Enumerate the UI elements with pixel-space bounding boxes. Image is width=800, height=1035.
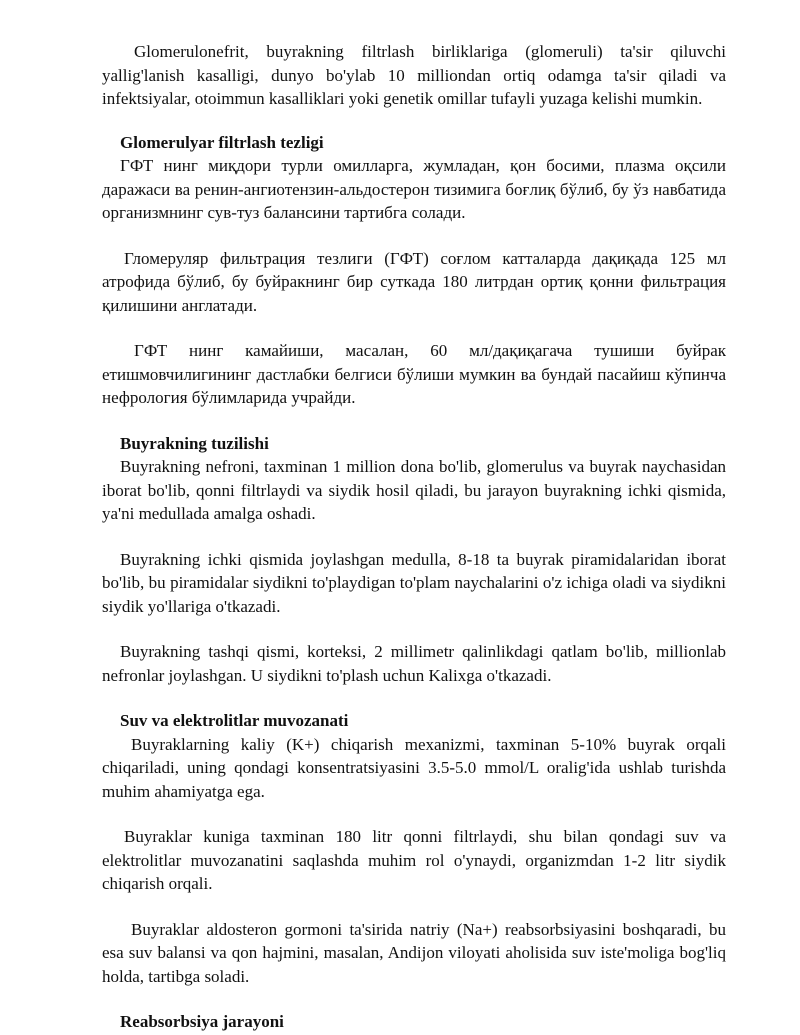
paragraph-glomerulonephritis: Glomerulonefrit, buyrakning filtrlash birliklariga (glomeruli) ta'sir qiluvchi yallig'lanish kasalligi, dunyo bo'ylab 10 milliondan ortiq odamga ta'sir qiladi va infektsiyalar, otoimmun kasalliklari yoki genetik omillar tufayli yuzaga kelishi mumkin.: [102, 42, 726, 108]
paragraph-aldosterone: Buyraklar aldosteron gormoni ta'sirida natriy (Na+) reabsorbsiyasini boshqaradi, bu esa suv balansi va qon hajmini, masalan, Andijon viloyati aholisida suv iste'moliga bog'liq holda, tartibga soladi.: [102, 919, 726, 986]
paragraph-filtration-volume: Buyraklar kuniga taxminan 180 litr qonni filtrlaydi, shu bilan qondagi suv va elektrolitlar muvozanatini saqlashda muhim rol o'ynaydi, organizmdan 1-2 litr siydik chiqarish orqali.: [102, 827, 726, 893]
paragraph-medulla: Buyrakning ichki qismida joylashgan medulla, 8-18 ta buyrak piramidalaridan iborat bo'lib, bu piramidalar siydikni to'playdigan to'plam naychalarini o'z ichiga oladi va siydikni siydik yo'llariga o'tkazadi.: [102, 549, 726, 616]
paragraph-nephron: Buyrakning nefroni, taxminan 1 million dona bo'lib, glomerulus va buyrak naychasidan iborat bo'lib, qonni filtrlaydi va siydik hosil qiladi, bu jarayon buyrakning ichki qismida, ya'ni medullada amalga oshadi.: [102, 457, 726, 523]
heading-water-electrolytes: Suv va elektrolitlar muvozanati: [120, 711, 349, 730]
heading-kidney-structure: Buyrakning tuzilishi: [120, 433, 269, 453]
paragraph-potassium: Buyraklarning kaliy (K+) chiqarish mexanizmi, taxminan 5-10% buyrak orqali chiqariladi, uning qondagi konsentratsiyasini 3.5-5.0 mmol/L oralig'ida ushlab turishda muhim ahamiyatga ega.: [102, 734, 726, 801]
heading-reabsorption: Reabsorbsiya jarayoni: [120, 1012, 284, 1031]
paragraph-gfr-factors: ГФТ нинг миқдори турли омилларга, жумладан, қон босими, плазма оқсили даражаси ва ренин-ангиотензин-альдостерон тизимига боғлиқ бўлиб, бу ўз навбатида организмнинг сув-туз балансини тартибга солади.: [102, 156, 726, 222]
paragraph-cortex: Buyrakning tashqi qismi, korteksi, 2 millimetr qalinlikdagi qatlam bo'lib, millionlab nefronlar joylashgan. U siydikni to'plash uchun Kalixga o'tkazadi.: [102, 642, 726, 685]
heading-gfr: Glomerulyar filtrlash tezligi: [120, 132, 324, 152]
paragraph-gfr-normal: Гломеруляр фильтрация тезлиги (ГФТ) соғлом катталарда дақиқада 125 мл атрофида бўлиб, бу буйракнинг бир суткада 180 литрдан ортиқ қонни фильтрация қилишини англатади.: [102, 248, 726, 315]
paragraph-gfr-decline: ГФТ нинг камайиши, масалан, 60 мл/дақиқагача тушиши буйрак етишмовчилигининг дастлабки белгиси бўлиши мумкин ва бундай пасайиш кўпинча нефрология бўлимларида учрайди.: [102, 341, 726, 407]
